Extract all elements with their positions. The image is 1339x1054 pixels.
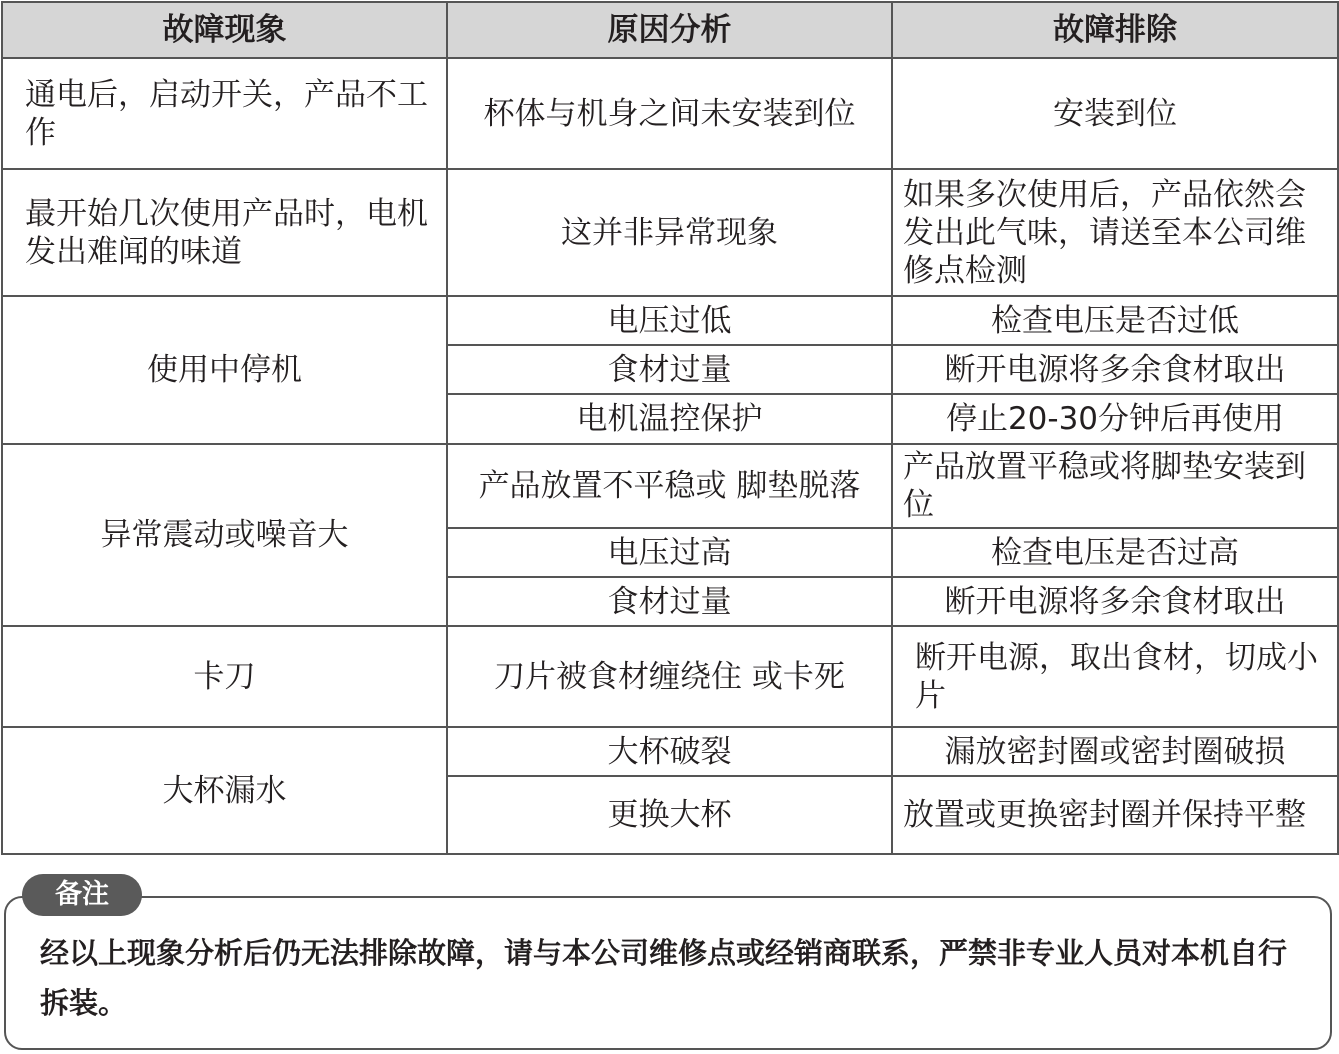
symptom-cell: 使用中停机 <box>2 296 447 444</box>
table-row <box>2 169 1338 296</box>
cause-cell: 电压过低 <box>447 296 892 345</box>
symptom-cell: 卡刀 <box>2 626 447 727</box>
symptom-cell: 大杯漏水 <box>2 727 447 854</box>
cause-cell: 这并非异常现象 <box>447 169 892 296</box>
cause-cell: 电压过高 <box>447 528 892 577</box>
cause-cell: 食材过量 <box>447 577 892 626</box>
symptom-cell: 异常震动或噪音大 <box>2 444 447 626</box>
table-row <box>2 727 1338 776</box>
fix-cell: 检查电压是否过低 <box>892 296 1338 345</box>
note-tag: 备注 <box>22 874 142 916</box>
fix-cell: 放置或更换密封圈并保持平整 <box>892 776 1338 854</box>
header-fix: 故障排除 <box>892 2 1338 58</box>
fix-cell: 检查电压是否过高 <box>892 528 1338 577</box>
cause-cell: 大杯破裂 <box>447 727 892 776</box>
fix-cell: 断开电源将多余食材取出 <box>892 577 1338 626</box>
table-row <box>2 444 1338 528</box>
fix-cell: 漏放密封圈或密封圈破损 <box>892 727 1338 776</box>
table-row <box>2 296 1338 345</box>
fix-cell: 断开电源，取出食材，切成小片 <box>892 626 1338 727</box>
header-row <box>2 2 1338 58</box>
fix-cell: 断开电源将多余食材取出 <box>892 345 1338 394</box>
header-symptom: 故障现象 <box>2 2 447 58</box>
fix-cell: 如果多次使用后，产品依然会发出此气味，请送至本公司维修点检测 <box>892 169 1338 296</box>
fix-cell: 产品放置平稳或将脚垫安装到位 <box>892 444 1338 528</box>
cause-cell: 更换大杯 <box>447 776 892 854</box>
symptom-cell: 最开始几次使用产品时，电机发出难闻的味道 <box>2 169 447 296</box>
table-row <box>2 626 1338 727</box>
cause-cell: 电机温控保护 <box>447 394 892 444</box>
fix-cell: 安装到位 <box>892 58 1338 169</box>
cause-cell: 产品放置不平稳或 脚垫脱落 <box>447 444 892 528</box>
table-row <box>2 58 1338 169</box>
symptom-cell: 通电后，启动开关，产品不工作 <box>2 58 447 169</box>
cause-cell: 刀片被食材缠绕住 或卡死 <box>447 626 892 727</box>
cause-cell: 食材过量 <box>447 345 892 394</box>
header-cause: 原因分析 <box>447 2 892 58</box>
fix-cell: 停止20-30分钟后再使用 <box>892 394 1338 444</box>
cause-cell: 杯体与机身之间未安装到位 <box>447 58 892 169</box>
troubleshooting-table <box>1 1 1339 855</box>
note-text: 经以上现象分析后仍无法排除故障，请与本公司维修点或经销商联系，严禁非专业人员对本机自行拆装。 <box>40 936 1288 1020</box>
